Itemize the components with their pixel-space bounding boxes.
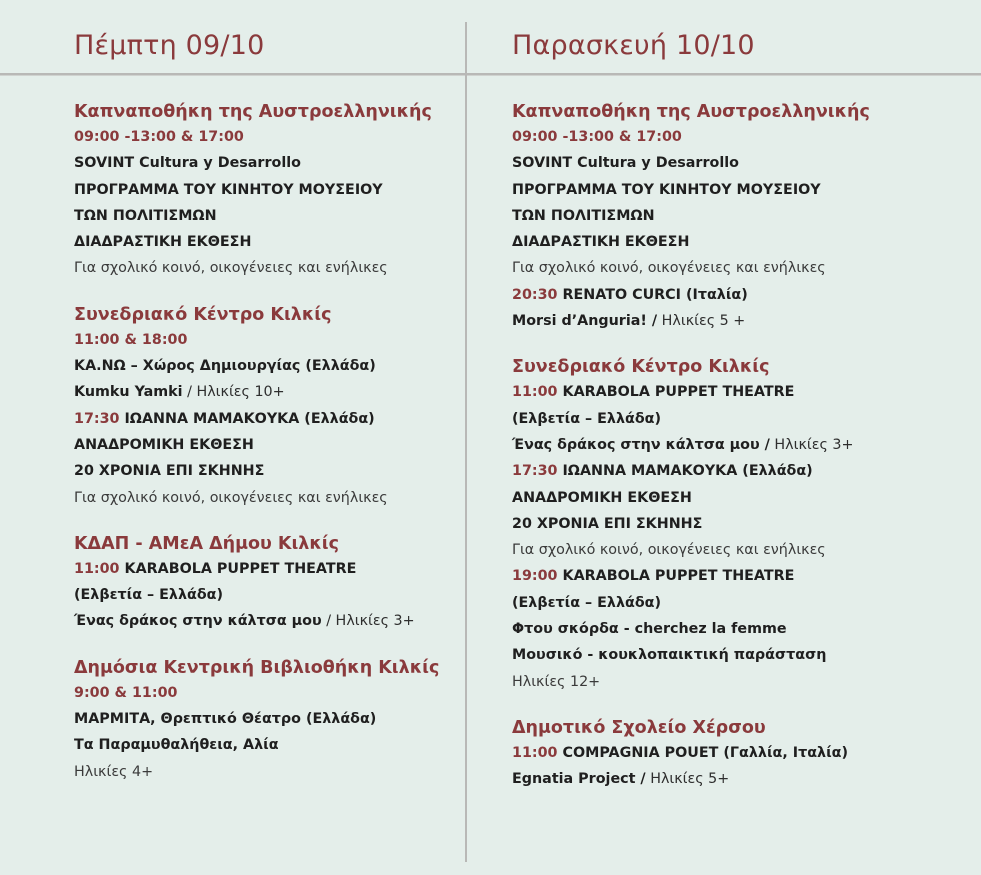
schedule-line — [512, 150, 952, 176]
schedule-line — [512, 485, 952, 511]
schedule-line — [512, 255, 952, 281]
day-title-thursday: Πέμπτη 09/10 — [74, 30, 265, 61]
event-title: Φτου σκόρδα - cherchez la femme — [512, 621, 787, 638]
event-info: Για σχολικό κοινό, οικογένειες και ενήλικες — [74, 260, 388, 277]
header-divider — [0, 73, 981, 75]
event-title: ΠΡΟΓΡΑΜΜΑ ΤΟΥ ΚΙΝΗΤΟΥ ΜΟΥΣΕΙΟΥ — [512, 181, 821, 198]
schedule-line — [512, 124, 952, 150]
schedule-line — [74, 124, 454, 150]
venue-name: Δημόσια Κεντρική Βιβλιοθήκη Κιλκίς — [74, 657, 440, 678]
schedule-line — [512, 406, 952, 432]
event-title: SOVINT Cultura y Desarrollo — [74, 155, 301, 172]
event-title: ΔΙΑΔΡΑΣΤΙΚΗ ΕΚΘΕΣΗ — [74, 234, 252, 251]
event-title: ΙΩΑΝΝΑ ΜΑΜΑΚΟΥΚΑ (Ελλάδα) — [557, 463, 813, 480]
schedule-line — [512, 669, 952, 695]
event-title: ΔΙΑΔΡΑΣΤΙΚΗ ΕΚΘΕΣΗ — [512, 234, 690, 251]
event-title: Egnatia Project / — [512, 771, 646, 788]
schedule-line — [512, 766, 952, 792]
schedule-line — [74, 229, 454, 255]
event-title: KARABOLA PUPPET THEATRE — [557, 568, 795, 585]
event-time: 11:00 & 18:00 — [74, 331, 188, 348]
day-title-friday: Παρασκευή 10/10 — [512, 30, 755, 61]
event-title: KARABOLA PUPPET THEATRE — [119, 560, 357, 577]
event-title: Ένας δράκος στην κάλτσα μου / — [512, 436, 770, 453]
event-age: Ηλικίες 5+ — [645, 771, 730, 788]
venue-name: Συνεδριακό Κέντρο Κιλκίς — [512, 357, 770, 378]
schedule-line — [512, 203, 952, 229]
event-time: 19:00 — [512, 568, 558, 585]
schedule-line — [512, 432, 952, 458]
event-info: Για σχολικό κοινό, οικογένειες και ενήλικες — [512, 542, 826, 559]
event-title: Morsi d’Anguria! / — [512, 313, 658, 330]
schedule-line — [74, 485, 454, 511]
schedule-line — [512, 511, 952, 537]
event-info: Για σχολικό κοινό, οικογένειες και ενήλικες — [74, 489, 388, 506]
event-time: 9:00 & 11:00 — [74, 684, 178, 701]
schedule-line — [74, 608, 454, 634]
event-title: ΚΑ.ΝΩ – Χώρος Δημιουργίας (Ελλάδα) — [74, 358, 376, 375]
schedule-line — [512, 642, 952, 668]
event-title: 20 ΧΡΟΝΙΑ ΕΠΙ ΣΚΗΝΗΣ — [512, 515, 703, 532]
schedule-line — [512, 379, 952, 405]
event-title: RENATO CURCI (Ιταλία) — [557, 286, 748, 303]
event-title: Kumku Yamki — [74, 384, 183, 401]
event-age: Ηλικίες 3+ — [769, 436, 854, 453]
event-title: ΜΑΡΜΙΤΑ, Θρεπτικό Θέατρο (Ελλάδα) — [74, 711, 377, 728]
event-title: ΑΝΑΔΡΟΜΙΚΗ ΕΚΘΕΣΗ — [74, 436, 254, 453]
schedule-line — [512, 177, 952, 203]
event-title: COMPAGNIA POUET (Γαλλία, Ιταλία) — [557, 744, 848, 761]
schedule-line — [74, 255, 454, 281]
event-time: 09:00 -13:00 & 17:00 — [512, 129, 682, 145]
event-title: (Ελβετία – Ελλάδα) — [512, 410, 662, 427]
schedule-line — [74, 706, 454, 732]
schedule-line — [74, 379, 454, 405]
schedule-line — [512, 308, 952, 334]
event-info: Ηλικίες 12+ — [512, 673, 601, 690]
venue-name: Συνεδριακό Κέντρο Κιλκίς — [74, 304, 332, 325]
event-age: / Ηλικίες 3+ — [321, 613, 415, 630]
schedule-line — [74, 732, 454, 758]
schedule-line — [74, 203, 454, 229]
event-title: ΤΩΝ ΠΟΛΙΤΙΣΜΩΝ — [512, 207, 655, 224]
event-time: 17:30 — [512, 463, 558, 480]
event-title: 20 ΧΡΟΝΙΑ ΕΠΙ ΣΚΗΝΗΣ — [74, 463, 265, 480]
schedule-line — [512, 229, 952, 255]
schedule-line — [74, 582, 454, 608]
schedule-column-thursday — [74, 100, 454, 785]
column-divider — [465, 22, 467, 862]
schedule-line — [74, 680, 454, 706]
schedule-line — [512, 458, 952, 484]
schedule-line — [512, 740, 952, 766]
schedule-line — [512, 590, 952, 616]
event-time: 17:30 — [74, 410, 120, 427]
venue-name: Καπναποθήκη της Αυστροελληνικής — [74, 102, 432, 122]
event-title: ΙΩΑΝΝΑ ΜΑΜΑΚΟΥΚΑ (Ελλάδα) — [119, 410, 375, 427]
schedule-line — [74, 556, 454, 582]
event-info: Ηλικίες 4+ — [74, 763, 154, 780]
event-time: 11:00 — [512, 384, 558, 401]
event-age: / Ηλικίες 10+ — [182, 384, 285, 401]
event-title: Ένας δράκος στην κάλτσα μου — [74, 613, 322, 630]
event-title: Μουσικό - κουκλοπαικτική παράσταση — [512, 647, 827, 664]
schedule-line — [74, 150, 454, 176]
event-title: (Ελβετία – Ελλάδα) — [512, 594, 662, 611]
event-title: Τα Παραμυθαλήθεια, Αλία — [74, 737, 279, 754]
schedule-line — [74, 432, 454, 458]
venue-name: ΚΔΑΠ - ΑΜεΑ Δήμου Κιλκίς — [74, 533, 339, 554]
event-time: 09:00 -13:00 & 17:00 — [74, 129, 244, 145]
schedule-line — [512, 282, 952, 308]
schedule-line — [74, 458, 454, 484]
event-title: ΠΡΟΓΡΑΜΜΑ ΤΟΥ ΚΙΝΗΤΟΥ ΜΟΥΣΕΙΟΥ — [74, 181, 383, 198]
event-title: ΑΝΑΔΡΟΜΙΚΗ ΕΚΘΕΣΗ — [512, 489, 692, 506]
event-info: Για σχολικό κοινό, οικογένειες και ενήλικες — [512, 260, 826, 277]
event-time: 11:00 — [512, 744, 558, 761]
schedule-line — [512, 563, 952, 589]
schedule-line — [74, 406, 454, 432]
schedule-column-friday — [512, 100, 952, 793]
event-title: SOVINT Cultura y Desarrollo — [512, 155, 739, 172]
schedule-line — [512, 537, 952, 563]
schedule-line — [74, 353, 454, 379]
venue-name: Καπναποθήκη της Αυστροελληνικής — [512, 102, 870, 122]
event-title: (Ελβετία – Ελλάδα) — [74, 587, 224, 604]
schedule-line — [74, 759, 454, 785]
venue-name: Δημοτικό Σχολείο Χέρσου — [512, 717, 766, 738]
event-time: 20:30 — [512, 286, 558, 303]
schedule-line — [74, 327, 454, 353]
event-title: ΤΩΝ ΠΟΛΙΤΙΣΜΩΝ — [74, 207, 217, 224]
event-time: 11:00 — [74, 560, 120, 577]
schedule-line — [512, 616, 952, 642]
event-title: KARABOLA PUPPET THEATRE — [557, 384, 795, 401]
event-age: Ηλικίες 5 + — [657, 313, 746, 330]
schedule-line — [74, 177, 454, 203]
